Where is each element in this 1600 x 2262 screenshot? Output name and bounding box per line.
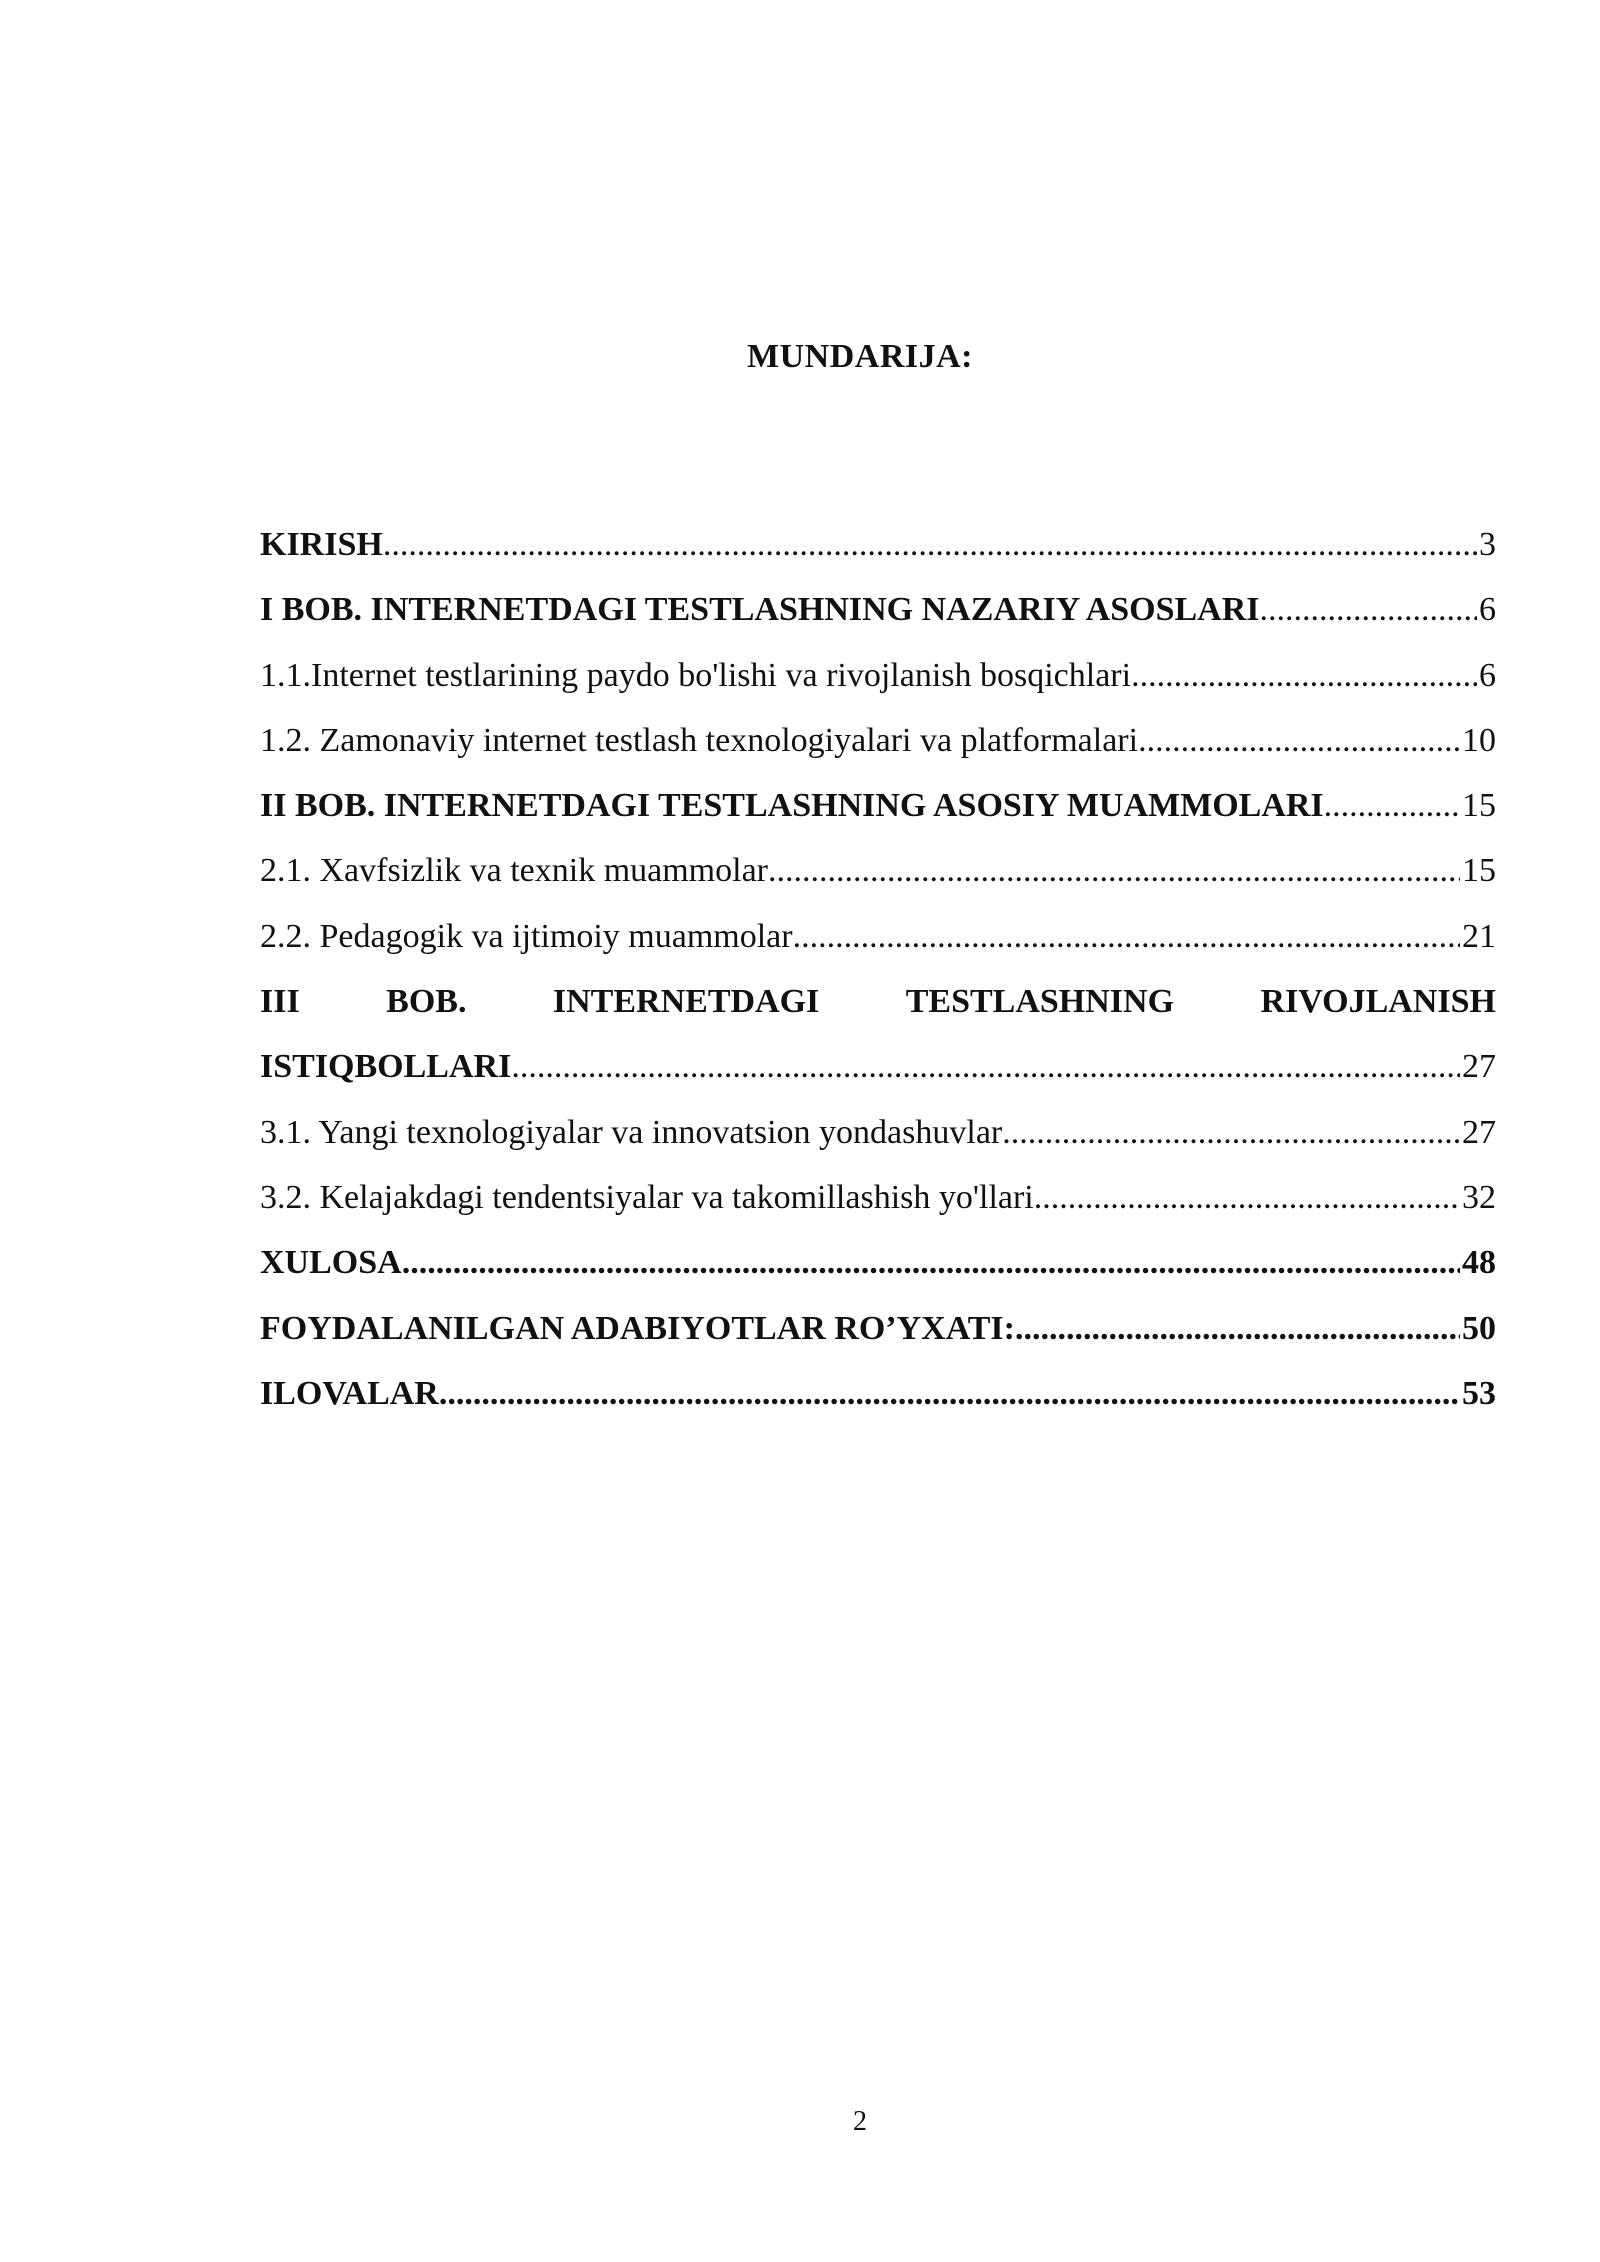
toc-entry-xulosa[interactable] (260, 1230, 1496, 1295)
toc-entry-1-1[interactable] (260, 643, 1496, 708)
toc-entry-kirish[interactable] (260, 512, 1496, 577)
toc-entry-label: ISTIQBOLLARI (260, 1048, 512, 1086)
toc-entry-chapter-3-line-2[interactable] (260, 1034, 1496, 1099)
toc-entry-page: 32 (1462, 1178, 1496, 1216)
toc-leader-dots (1131, 643, 1477, 708)
toc-entry-page: 15 (1462, 787, 1496, 825)
toc-leader-dots (511, 1034, 1460, 1099)
toc-leader-dots (439, 1361, 1460, 1426)
toc-entry-chapter-3-line-1[interactable] (260, 969, 1496, 1034)
toc-entry-2-2[interactable] (260, 904, 1496, 969)
toc-leader-dots (1002, 1100, 1460, 1165)
toc-entry-label: 1.2. Zamonaviy internet testlash texnologiyalari va platformalari (260, 721, 1139, 759)
toc-entry-page: 48 (1462, 1244, 1496, 1282)
toc-heading-word: TESTLASHNING (905, 983, 1175, 1021)
toc-leader-dots (402, 1230, 1460, 1295)
toc-leader-dots (1015, 1296, 1460, 1361)
toc-leader-dots (1138, 708, 1460, 773)
toc-entry-label: ILOVALAR (260, 1374, 439, 1412)
toc-entry-label: 3.1. Yangi texnologiyalar va innovatsion yondashuvlar (260, 1113, 1003, 1151)
toc-entry-page: 53 (1462, 1374, 1496, 1412)
toc-entry-label: I BOB. INTERNETDAGI TESTLASHNING NAZARIY ASOSLARI (260, 591, 1260, 629)
toc-entry-label: 2.2. Pedagogik va ijtimoiy muammolar (260, 917, 793, 955)
toc-entry-label: II BOB. INTERNETDAGI TESTLASHNING ASOSIY MUAMMOLARI (260, 787, 1324, 825)
toc-leader-dots (1034, 1165, 1460, 1230)
table-of-contents (260, 512, 1496, 1426)
toc-leader-dots (1260, 577, 1478, 642)
toc-entry-3-1[interactable] (260, 1100, 1496, 1165)
toc-entry-page: 27 (1462, 1113, 1496, 1151)
toc-entry-2-1[interactable] (260, 838, 1496, 903)
toc-entry-label: 1.1.Internet testlarining paydo bo'lishi va rivojlanish bosqichlari (260, 656, 1132, 694)
toc-entry-page: 15 (1462, 852, 1496, 890)
toc-entry-label: 3.2. Kelajakdagi tendentsiyalar va takomillashish yo'llari (260, 1178, 1034, 1216)
toc-leader-dots (768, 838, 1460, 903)
toc-leader-dots (793, 904, 1460, 969)
toc-entry-label: 2.1. Xavfsizlik va texnik muammolar (260, 852, 768, 890)
toc-entry-ilovalar[interactable] (260, 1361, 1496, 1426)
toc-heading-word: RIVOJLANISH (1260, 983, 1496, 1021)
toc-entry-page: 10 (1462, 721, 1496, 759)
toc-entry-page: 3 (1479, 526, 1496, 563)
toc-entry-label: FOYDALANILGAN ADABIYOTLAR RO’YXATI: (260, 1309, 1015, 1347)
toc-entry-page: 6 (1479, 656, 1496, 694)
toc-entry-page: 6 (1479, 591, 1496, 629)
toc-heading-word: III (260, 983, 300, 1021)
toc-entry-page: 27 (1462, 1048, 1496, 1086)
toc-entry-1-2[interactable] (260, 708, 1496, 773)
toc-heading-word: BOB. (386, 983, 467, 1021)
toc-heading-word: INTERNETDAGI (552, 983, 820, 1021)
toc-entry-references[interactable] (260, 1296, 1496, 1361)
toc-entry-label: KIRISH (260, 526, 383, 563)
page-title: MUNDARIJA: (747, 338, 973, 375)
toc-entry-label: XULOSA (260, 1244, 402, 1282)
toc-entry-chapter-2[interactable] (260, 773, 1496, 838)
toc-entry-chapter-1[interactable] (260, 577, 1496, 642)
toc-entry-page: 50 (1462, 1309, 1496, 1347)
toc-leader-dots (1324, 773, 1460, 838)
toc-entry-page: 21 (1462, 917, 1496, 955)
toc-entry-3-2[interactable] (260, 1165, 1496, 1230)
page-number: 2 (853, 2106, 867, 2137)
toc-leader-dots (383, 512, 1477, 577)
